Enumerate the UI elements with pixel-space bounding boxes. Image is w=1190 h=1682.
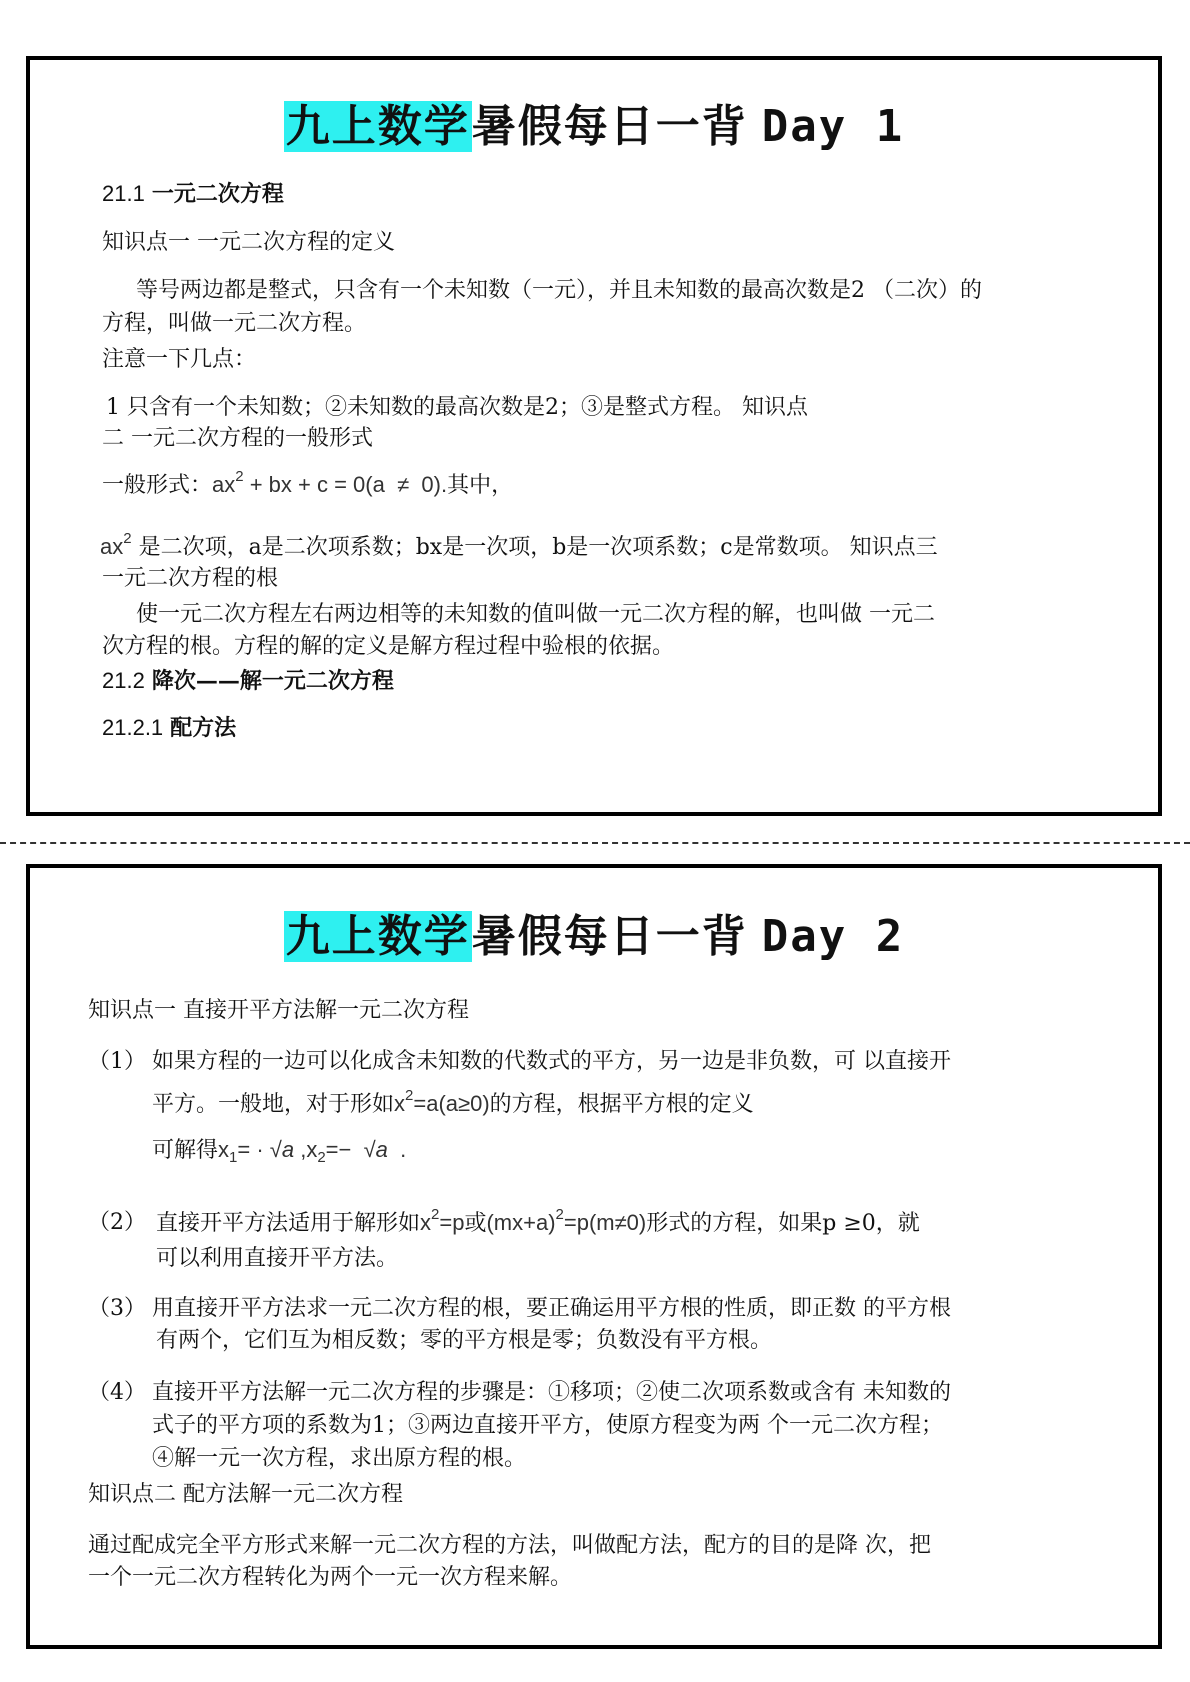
item-4-mark: （4） <box>88 1380 146 1405</box>
item-4-line-3: ④解一元一次方程，求出原方程的根。 <box>152 1446 527 1471</box>
title-day: Day 2 <box>761 911 905 962</box>
section-heading-21-2: 21.2 降次——解一元二次方程 <box>102 668 394 694</box>
terms-line-2: 一元二次方程的根 <box>102 566 279 591</box>
kp1-heading: 知识点一 一元二次方程的定义 <box>102 230 395 255</box>
item-1-mark: （1） <box>88 1049 146 1074</box>
day1-title <box>30 90 1158 154</box>
item-4-line-1: 直接开平方法解一元二次方程的步骤是：①移项；②使二次项系数或含有 未知数的 <box>152 1380 951 1405</box>
kp2-line-2: 一个一元二次方程转化为两个一元一次方程来解。 <box>88 1565 573 1590</box>
section-heading-21-1: 21.1 一元二次方程 <box>102 181 284 207</box>
title-text: 暑假每日一背 <box>471 911 748 962</box>
item-2-line-2: 可以利用直接开平方法。 <box>156 1246 399 1271</box>
kp1-heading: 知识点一 直接开平方法解一元二次方程 <box>88 998 469 1023</box>
notes-line-2: 二 一元二次方程的一般形式 <box>102 426 373 451</box>
notes-line-1: 1 只含有一个未知数；②未知数的最高次数是2；③是整式方程。 知识点 <box>106 395 808 420</box>
day2-title <box>30 900 1158 964</box>
item-1-line-2: 平方。一般地，对于形如$x^2=a(a\ge 0)$的方程，根据平方根的定义 <box>152 1087 754 1117</box>
title-day: Day 1 <box>761 101 905 152</box>
item-3-mark: （3） <box>88 1296 146 1321</box>
dashed-cut-line <box>0 842 1190 844</box>
item-4-line-2: 式子的平方项的系数为1；③两边直接开平方，使原方程变为两 个一元二次方程； <box>152 1413 943 1438</box>
root-line-1: 使一元二次方程左右两边相等的未知数的值叫做一元二次方程的解，也叫做 一元二 <box>136 602 935 627</box>
general-form-line: 一般形式：$ax^2$ + bx + c = 0(a ≠ 0).其中， <box>102 468 514 498</box>
title-highlight: 九上数学 <box>285 101 470 152</box>
title-highlight: 九上数学 <box>285 911 470 962</box>
title-text: 暑假每日一背 <box>471 101 748 152</box>
terms-line-1: $ax^2$ 是二次项，a是二次项系数；bx是一次项，b是一次项系数；c是常数项。 知识点三 <box>100 530 938 560</box>
definition-line-2: 方程，叫做一元二次方程。 <box>102 311 367 336</box>
definition-line-1: 等号两边都是整式，只含有一个未知数（一元），并且未知数的最高次数是2 （二次）的 <box>136 278 982 303</box>
root-line-2: 次方程的根。方程的解的定义是解方程过程中验根的依据。 <box>102 634 675 659</box>
section-heading-21-2-1: 21.2.1 配方法 <box>102 715 237 741</box>
item-2-mark: （2） <box>88 1210 146 1235</box>
item-3-line-2: 有两个，它们互为相反数；零的平方根是零；负数没有平方根。 <box>156 1328 773 1353</box>
item-1-line-3: 可解得$x_1= \cdot √a$ $,x_2=- √a$ . <box>152 1137 407 1166</box>
day2-card <box>26 864 1162 1649</box>
kp2-line-1: 通过配成完全平方形式来解一元二次方程的方法，叫做配方法，配方的目的是降 次，把 <box>88 1533 931 1558</box>
item-2-line-1: 直接开平方法适用于解形如$x^2=p$或$(mx+a)^2=p(m\ne 0)$形式的方程，如果p ≥0，就 <box>156 1206 920 1236</box>
item-3-line-1: 用直接开平方法求一元二次方程的根，要正确运用平方根的性质，即正数 的平方根 <box>152 1296 951 1321</box>
kp2-heading: 知识点二 配方法解一元二次方程 <box>88 1482 403 1507</box>
notes-heading: 注意一下几点： <box>102 347 257 372</box>
item-1-line-1: 如果方程的一边可以化成含未知数的代数式的平方，另一边是非负数，可 以直接开 <box>152 1049 951 1074</box>
day1-card <box>26 56 1162 816</box>
